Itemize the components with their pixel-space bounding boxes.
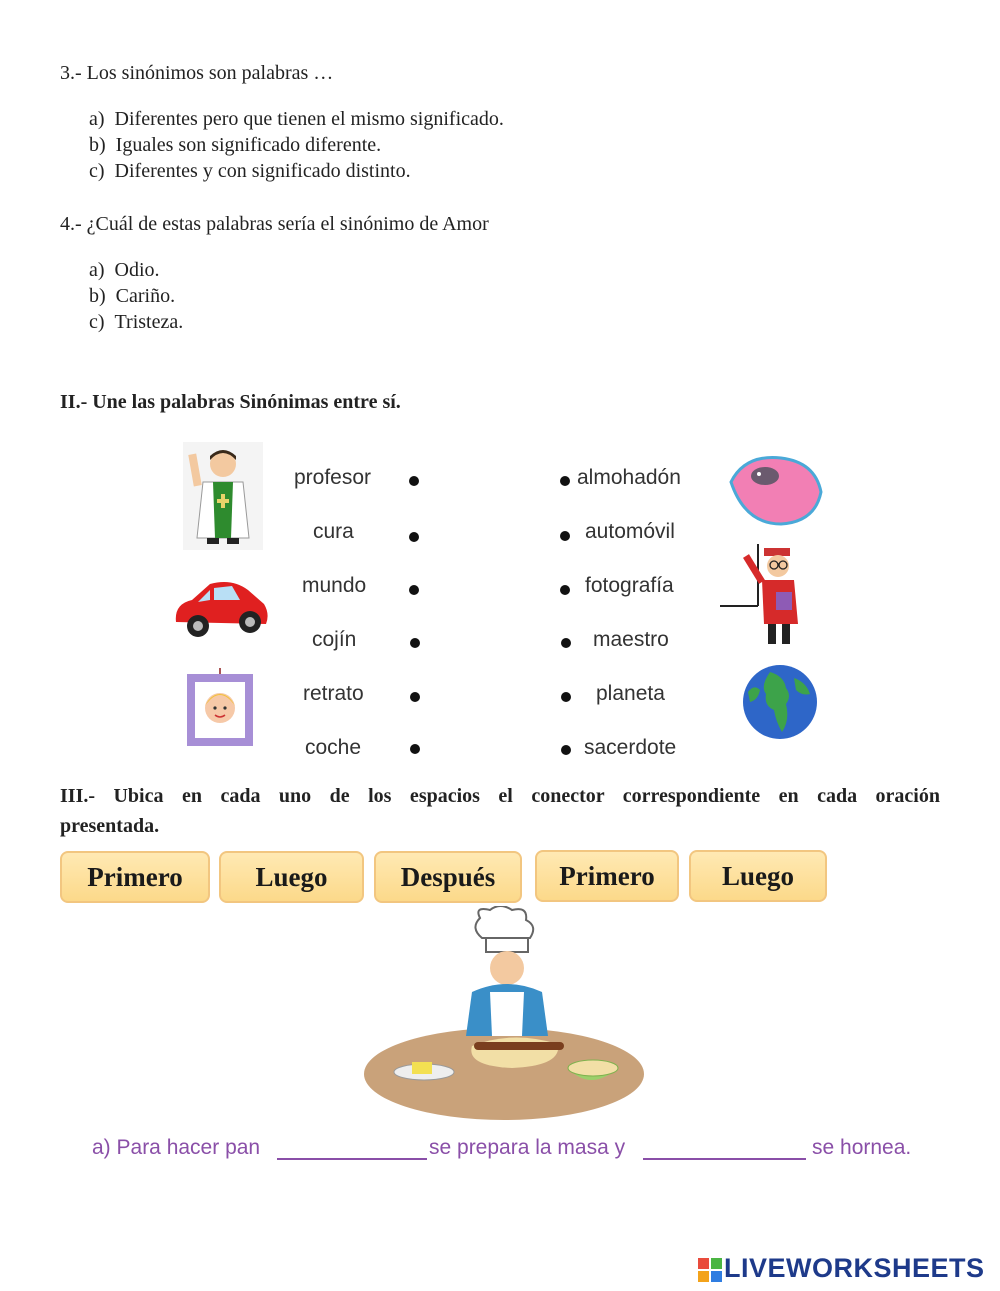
section-3-title-wrap: presentada. bbox=[60, 815, 160, 837]
q3-option-c[interactable]: c) Diferentes y con significado distinto. bbox=[89, 160, 411, 182]
q3-option-a[interactable]: a) Diferentes pero que tienen el mismo significado. bbox=[89, 108, 504, 130]
car-icon bbox=[170, 570, 272, 650]
connector-button-primero-2[interactable]: Primero bbox=[535, 850, 679, 902]
priest-icon bbox=[183, 442, 263, 550]
right-word: planeta bbox=[596, 682, 665, 705]
right-word: maestro bbox=[593, 628, 669, 651]
right-dot[interactable] bbox=[561, 692, 571, 702]
blank-1[interactable] bbox=[277, 1158, 427, 1160]
question-3: 3.- Los sinónimos son palabras … bbox=[60, 62, 334, 84]
left-dot[interactable] bbox=[410, 692, 420, 702]
left-word: profesor bbox=[294, 466, 372, 489]
left-dot[interactable] bbox=[409, 585, 419, 595]
right-dot[interactable] bbox=[560, 531, 570, 541]
right-dot[interactable] bbox=[561, 638, 571, 648]
question-4: 4.- ¿Cuál de estas palabras sería el sinónimo de Amor bbox=[60, 213, 489, 235]
right-dot[interactable] bbox=[560, 476, 570, 486]
brand-logo-text: LIVEWORKSHEETS bbox=[724, 1253, 985, 1283]
left-word: cura bbox=[313, 520, 354, 543]
right-dot[interactable] bbox=[561, 745, 571, 755]
connector-button-despues[interactable]: Después bbox=[374, 851, 522, 903]
sentence-part-2: se prepara la masa y bbox=[429, 1136, 626, 1159]
sentence-part-3: se hornea. bbox=[812, 1136, 912, 1159]
section-3-title-line: III.- Ubica en cada uno de los espacios el conector correspondiente en cada oración bbox=[60, 785, 940, 807]
portrait-icon bbox=[185, 668, 255, 748]
blank-2[interactable] bbox=[643, 1158, 806, 1160]
connector-button-primero[interactable]: Primero bbox=[60, 851, 210, 903]
connector-button-luego[interactable]: Luego bbox=[219, 851, 364, 903]
right-word: automóvil bbox=[585, 520, 675, 543]
left-word: retrato bbox=[303, 682, 364, 705]
right-word: almohadón bbox=[577, 466, 681, 489]
section-2-title: II.- Une las palabras Sinónimas entre sí. bbox=[60, 391, 401, 413]
pillow-icon bbox=[725, 452, 825, 528]
left-dot[interactable] bbox=[409, 532, 419, 542]
left-dot[interactable] bbox=[410, 638, 420, 648]
left-dot[interactable] bbox=[409, 476, 419, 486]
globe-icon bbox=[740, 662, 820, 742]
right-word: sacerdote bbox=[584, 736, 677, 759]
baker-icon bbox=[362, 906, 652, 1126]
right-dot[interactable] bbox=[560, 585, 570, 595]
right-word: fotografía bbox=[585, 574, 674, 597]
left-word: cojín bbox=[312, 628, 357, 651]
left-dot[interactable] bbox=[410, 744, 420, 754]
left-word: coche bbox=[305, 736, 362, 759]
sentence-part-1: a) Para hacer pan bbox=[92, 1136, 261, 1159]
q4-option-c[interactable]: c) Tristeza. bbox=[89, 311, 184, 333]
q4-option-b[interactable]: b) Cariño. bbox=[89, 285, 176, 307]
liveworksheets-logo-icon bbox=[698, 1258, 722, 1282]
q3-option-b[interactable]: b) Iguales son significado diferente. bbox=[89, 134, 382, 156]
left-word: mundo bbox=[302, 574, 367, 597]
teacher-icon bbox=[718, 542, 808, 648]
q4-option-a[interactable]: a) Odio. bbox=[89, 259, 160, 281]
connector-button-luego-2[interactable]: Luego bbox=[689, 850, 827, 902]
